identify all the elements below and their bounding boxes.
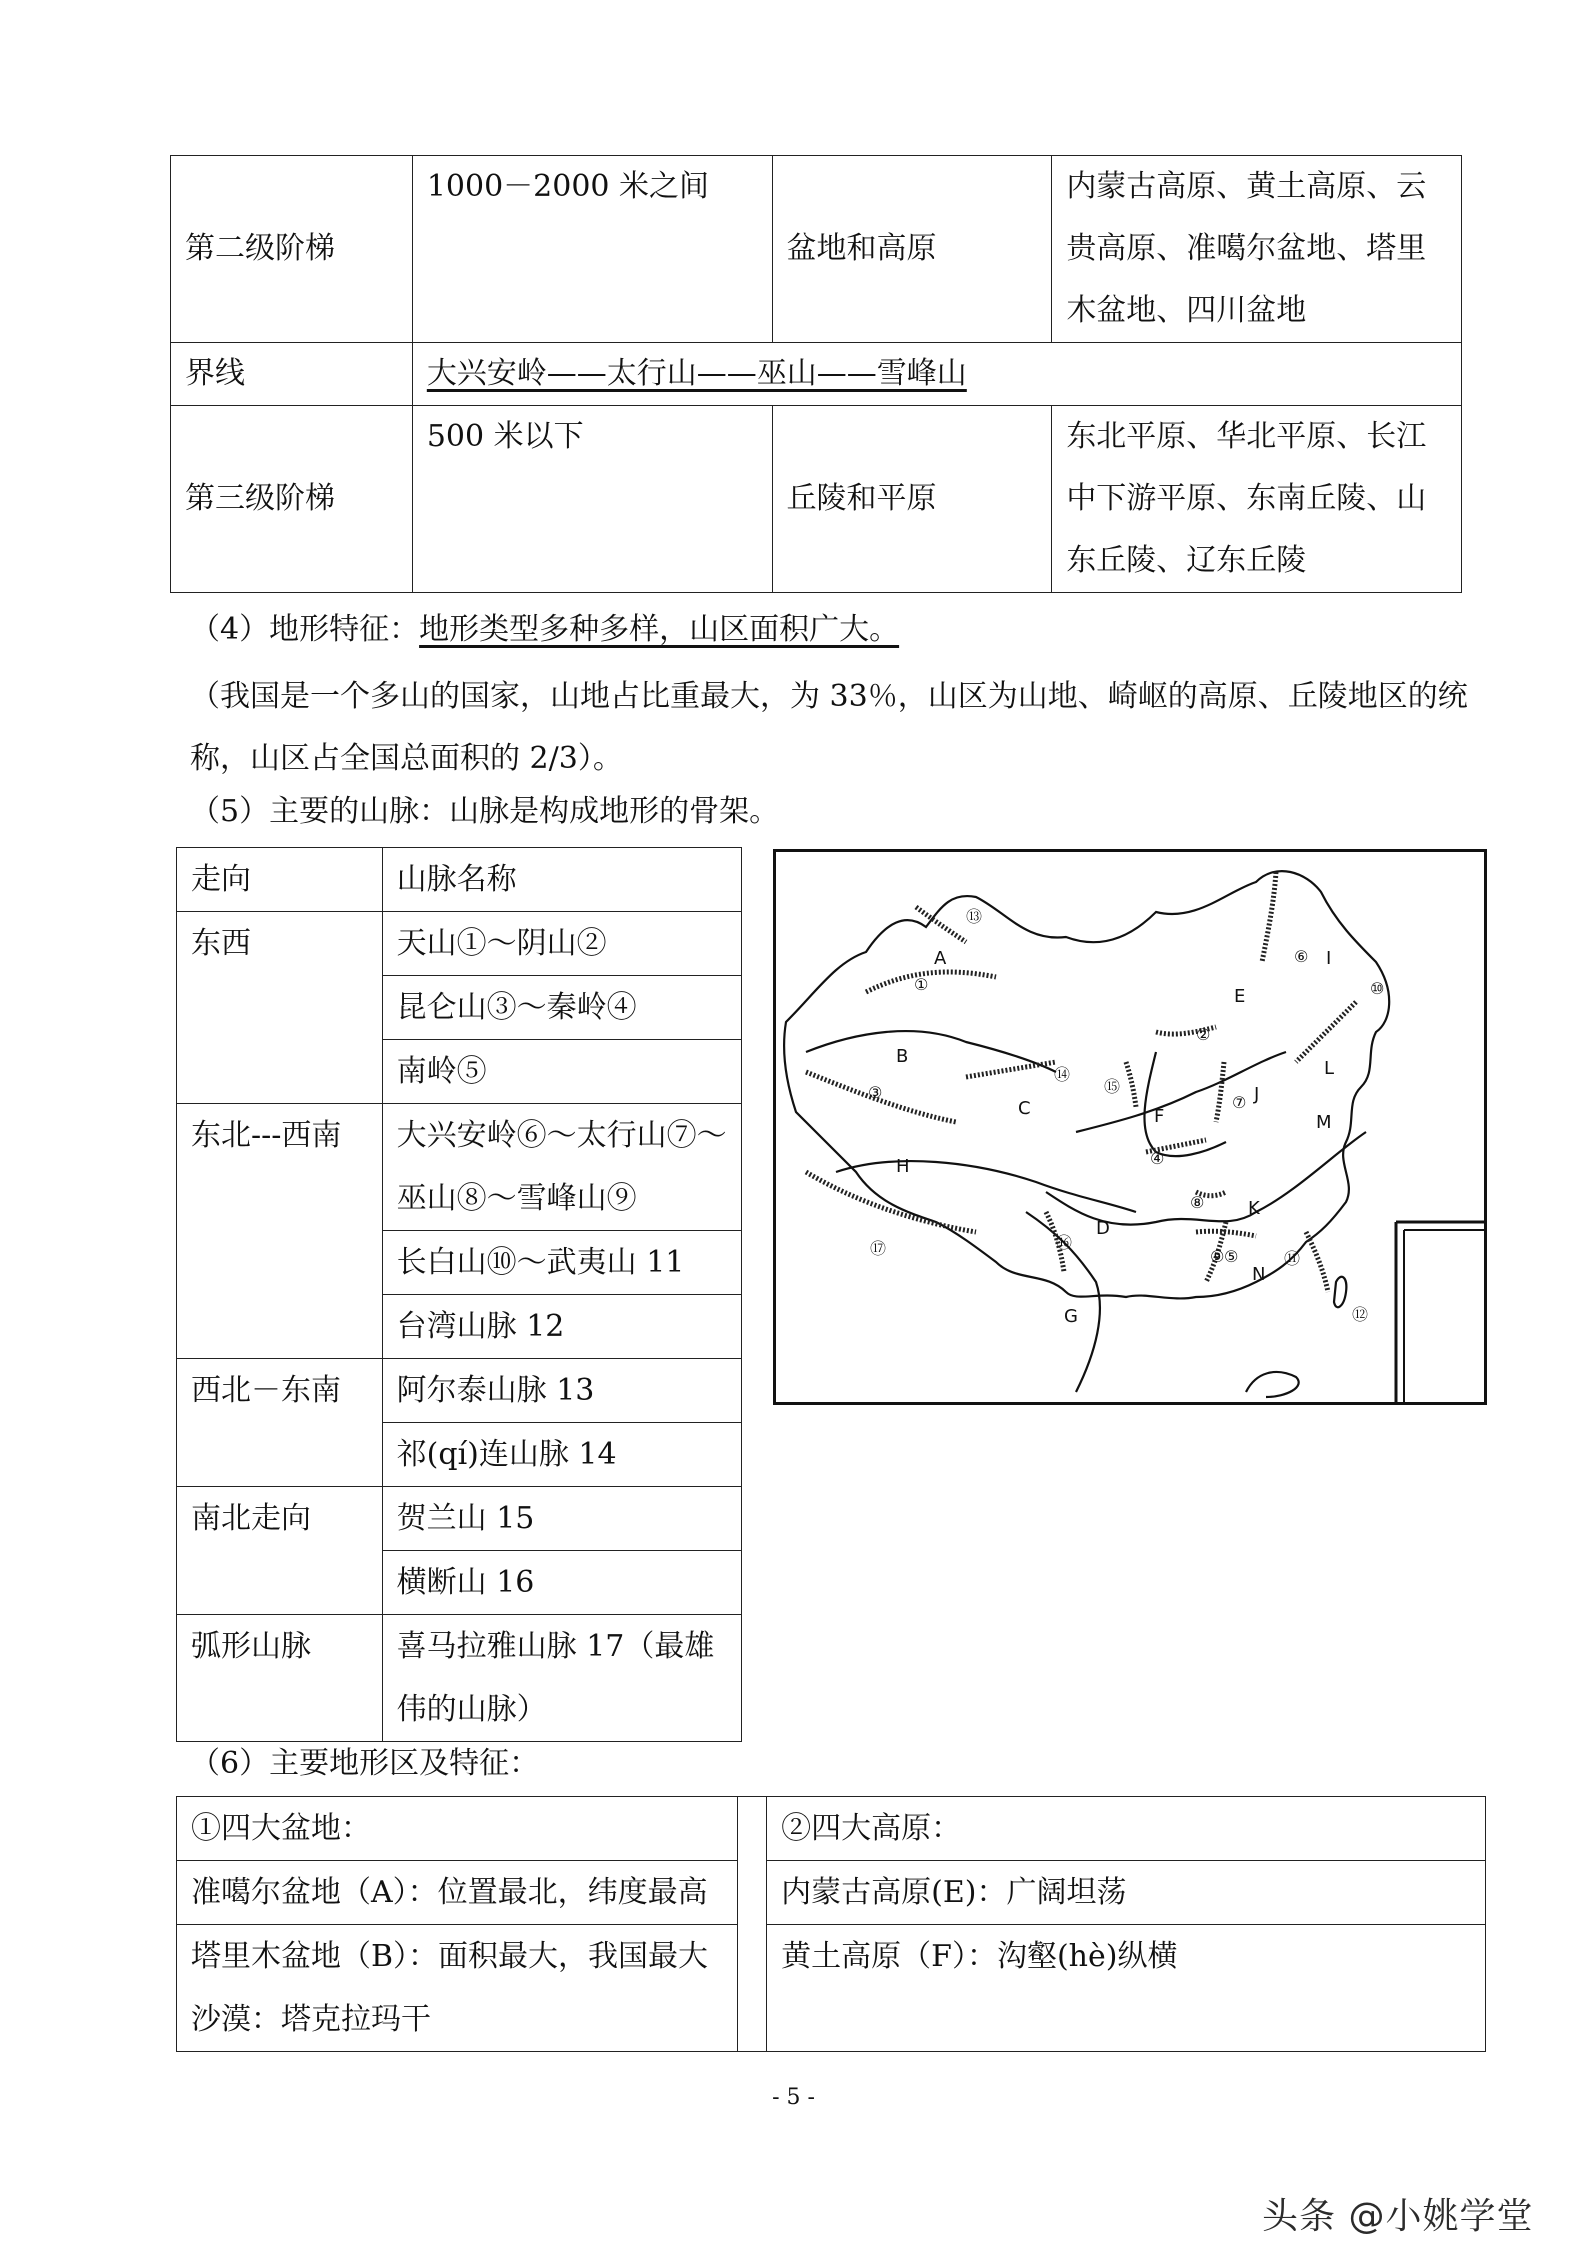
- mountain-number-labels: [868, 907, 1384, 1324]
- mountain-range-1: [866, 972, 996, 992]
- elevation-cell: 500 米以下: [412, 406, 772, 593]
- map-label-B: B: [896, 1046, 909, 1067]
- mountain-area-note: （我国是一个多山的国家，山地占比重最大，为 33％，山区为山地、崎岖的高原、丘陵地区的统称，山区占全国总面积的 2/3）。: [190, 679, 1468, 776]
- map-label-D: D: [1096, 1218, 1110, 1239]
- map-label-K: K: [1248, 1198, 1260, 1219]
- plateau-cell: 内蒙古高原(E)：广阔坦荡: [767, 1861, 1486, 1925]
- section-4-prefix: （4）地形特征：: [190, 612, 420, 647]
- map-label-H: H: [896, 1156, 910, 1177]
- map-number-17: ⑰: [870, 1239, 887, 1258]
- table-header-row: [177, 848, 742, 912]
- map-number-13: ⑬: [966, 907, 983, 926]
- direction-cell: 东西: [177, 912, 383, 1104]
- row-label: 第三级阶梯: [171, 406, 413, 593]
- map-label-M: M: [1316, 1112, 1332, 1133]
- basin-cell: 塔里木盆地（B）：面积最大，我国最大沙漠：塔克拉玛干: [177, 1925, 738, 2052]
- mountain-range-10: [1296, 1002, 1356, 1062]
- taiwan-island: [1334, 1277, 1346, 1307]
- map-number-5: ⑤: [1224, 1247, 1239, 1266]
- mountain-range-17: [806, 1172, 976, 1232]
- header-direction: 走向: [177, 848, 383, 912]
- watermark: 头条 @小姚学堂: [1262, 2196, 1534, 2237]
- mountain-range-14: [966, 1062, 1056, 1077]
- river-line: [1046, 1132, 1366, 1225]
- map-number-12: ⑫: [1352, 1305, 1369, 1324]
- map-number-7: ⑦: [1232, 1093, 1247, 1112]
- plateau-cell: 黄土高原（F）：沟壑(hè)纵横: [767, 1925, 1486, 2052]
- map-label-F: F: [1154, 1106, 1165, 1127]
- direction-cell: 东北---西南: [177, 1104, 383, 1359]
- map-number-3: ③: [868, 1083, 883, 1102]
- river-line: [1144, 1052, 1226, 1156]
- table-row: [177, 912, 742, 976]
- row-label: 界线: [171, 343, 413, 406]
- map-number-16: ⑯: [1056, 1233, 1073, 1252]
- map-number-11: ⑪: [1284, 1249, 1301, 1268]
- map-number-6: ⑥: [1294, 947, 1309, 966]
- mountain-name-cell: 横断山 16: [382, 1551, 741, 1615]
- table-row: [177, 1104, 742, 1231]
- mountain-name-cell: 阿尔泰山脉 13: [382, 1359, 741, 1423]
- map-number-14: ⑭: [1054, 1065, 1071, 1084]
- mountain-name-cell: 喜马拉雅山脉 17（最雄伟的山脉）: [382, 1615, 741, 1742]
- plateaus-header: ②四大高原：: [767, 1797, 1486, 1861]
- examples-cell: 内蒙古高原、黄土高原、云贵高原、准噶尔盆地、塔里木盆地、四川盆地: [1052, 156, 1462, 343]
- mountain-name-cell: 长白山⑩～武夷山 11: [382, 1231, 741, 1295]
- elevation-cell: 1000－2000 米之间: [412, 156, 772, 343]
- header-name: 山脉名称: [382, 848, 741, 912]
- map-label-N: N: [1252, 1264, 1266, 1285]
- map-label-J: J: [1254, 1084, 1260, 1105]
- table-row: [177, 1359, 742, 1423]
- map-number-4: ④: [1150, 1149, 1165, 1168]
- mountain-name-cell: 天山①～阴山②: [382, 912, 741, 976]
- hainan-island: [1246, 1372, 1299, 1397]
- direction-cell: 西北－东南: [177, 1359, 383, 1487]
- map-number-15: ⑮: [1104, 1077, 1121, 1096]
- map-label-L: L: [1324, 1058, 1335, 1079]
- section-4-underlined: 地形类型多种多样，山区面积广大。: [419, 612, 900, 647]
- map-outlines: [784, 871, 1484, 1402]
- map-number-9: ⑨: [1210, 1247, 1225, 1266]
- china-mountains-map: [773, 849, 1487, 1405]
- table-row: [171, 343, 1462, 406]
- map-label-C: C: [1018, 1098, 1031, 1119]
- terrain-staircase-table: [170, 155, 1462, 593]
- region-letter-labels: [896, 948, 1334, 1327]
- terrain-type-cell: 盆地和高原: [772, 156, 1052, 343]
- mountain-ranges: [806, 872, 1356, 1292]
- examples-cell: 东北平原、华北平原、长江中下游平原、东南丘陵、山东丘陵、辽东丘陵: [1052, 406, 1462, 593]
- map-number-2: ②: [1196, 1025, 1211, 1044]
- map-label-E: E: [1234, 986, 1246, 1007]
- section-4-heading: [190, 608, 899, 652]
- mountain-name-cell: 昆仑山③～秦岭④: [382, 976, 741, 1040]
- direction-cell: 弧形山脉: [177, 1615, 383, 1742]
- map-number-10: ⑩: [1370, 979, 1385, 998]
- mountain-name-cell: 台湾山脉 12: [382, 1295, 741, 1359]
- table-row: [177, 1797, 1486, 1861]
- map-label-G: G: [1064, 1306, 1078, 1327]
- river-line: [836, 1161, 1136, 1212]
- basin-cell: 准噶尔盆地（A）：位置最北，纬度最高: [177, 1861, 738, 1925]
- section-6-heading: （6）主要地形区及特征：: [190, 1746, 540, 1781]
- boundary-line-cell: 大兴安岭——太行山——巫山——雪峰山: [412, 343, 1461, 406]
- direction-cell: 南北走向: [177, 1487, 383, 1615]
- mountain-name-cell: 南岭⑤: [382, 1040, 741, 1104]
- map-label-A: A: [934, 948, 947, 969]
- row-label: 第二级阶梯: [171, 156, 413, 343]
- page-number: - 5 -: [772, 2085, 815, 2110]
- mountain-name-cell: 祁(qí)连山脉 14: [382, 1423, 741, 1487]
- table-row: [177, 1615, 742, 1742]
- mountain-ranges-table: [176, 847, 742, 1742]
- table-row: [177, 1487, 742, 1551]
- mountain-name-cell: 贺兰山 15: [382, 1487, 741, 1551]
- table-row: [177, 1925, 1486, 2052]
- table-row: [171, 156, 1462, 343]
- column-gap: [738, 1797, 767, 2052]
- terrain-type-cell: 丘陵和平原: [772, 406, 1052, 593]
- map-drawing: [776, 852, 1484, 1402]
- landform-regions-table: [176, 1796, 1486, 2052]
- mountain-name-cell: 大兴安岭⑥～太行山⑦～巫山⑧～雪峰山⑨: [382, 1104, 741, 1231]
- section-5-heading: （5）主要的山脉：山脉是构成地形的骨架。: [190, 794, 780, 829]
- map-label-I: I: [1326, 948, 1332, 969]
- mountain-range-11: [1306, 1232, 1328, 1292]
- map-number-1: ①: [914, 975, 929, 994]
- inset-frame: [1404, 1230, 1484, 1402]
- map-number-8: ⑧: [1190, 1193, 1205, 1212]
- mountain-range-15: [1126, 1062, 1136, 1107]
- basins-header: ①四大盆地：: [177, 1797, 738, 1861]
- mountain-range-7: [1216, 1062, 1224, 1122]
- inset-frame: [1396, 1222, 1484, 1402]
- table-row: [177, 1861, 1486, 1925]
- table-row: [171, 406, 1462, 593]
- mountain-range-6: [1262, 872, 1276, 962]
